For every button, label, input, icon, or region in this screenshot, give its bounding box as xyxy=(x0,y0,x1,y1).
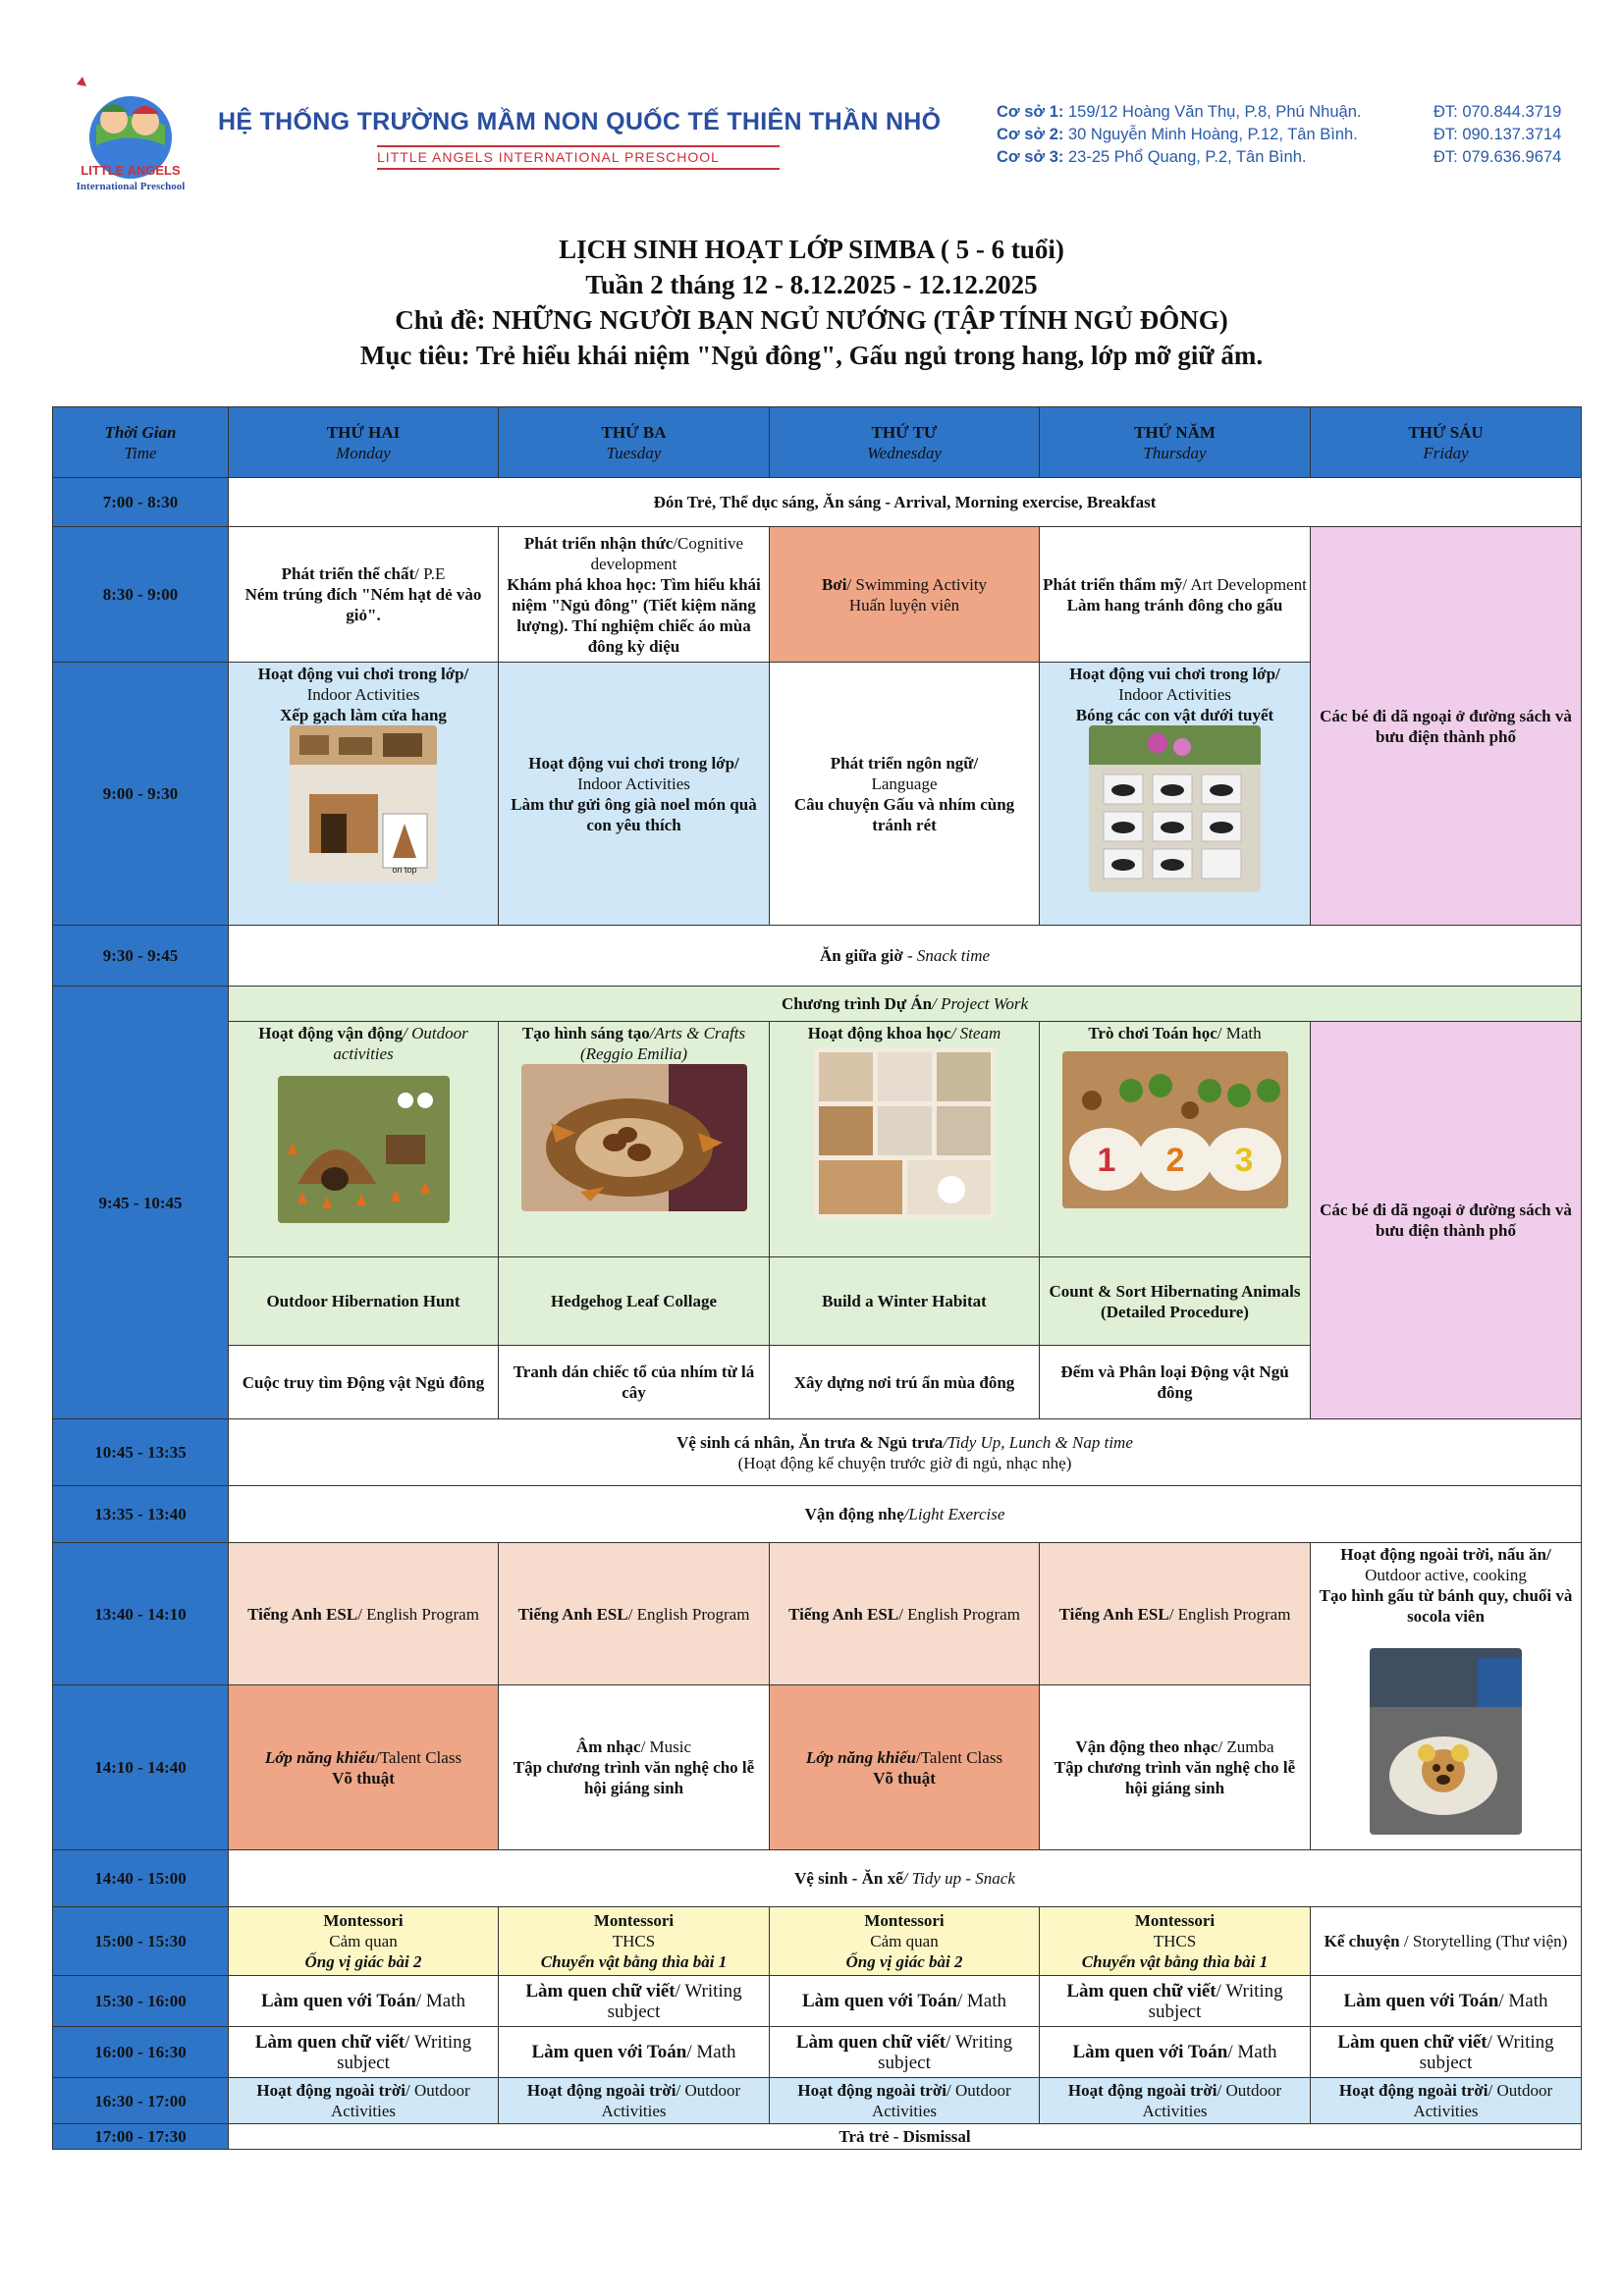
activity-cell: Làm quen với Toán/ Math xyxy=(1311,1976,1582,2027)
activity-cell: Làm quen với Toán/ Math xyxy=(1040,2027,1311,2078)
branch-row: Cơ sở 2: 30 Nguyễn Minh Hoàng, P.12, Tân Bình. ĐT: 090.137.3714 xyxy=(997,126,1562,143)
activity-cell: Âm nhạc/ Music Tập chương trình văn nghệ cho lễ hội giáng sinh xyxy=(499,1685,770,1850)
activity-cell: Hedgehog Leaf Collage xyxy=(499,1257,770,1346)
col-head-thursday: THỨ NĂM Thursday xyxy=(1040,407,1311,478)
brand-divider xyxy=(377,168,780,170)
activity-cell: Vệ sinh - Ăn xế/ Tidy up - Snack xyxy=(229,1850,1582,1907)
svg-text:on top: on top xyxy=(392,865,417,875)
activity-cell: Count & Sort Hibernating Animals (Detailed Procedure) xyxy=(1040,1257,1311,1346)
activity-cell: Tiếng Anh ESL/ English Program xyxy=(1040,1543,1311,1685)
activity-cell: Làm quen chữ viết/ Writing subject xyxy=(229,2027,499,2078)
activity-cell: Làm quen chữ viết/ Writing subject xyxy=(499,1976,770,2027)
activity-cell: Lớp năng khiếu/Talent Class Võ thuật xyxy=(229,1685,499,1850)
table-row xyxy=(53,2124,1582,2150)
title-line: Mục tiêu: Trẻ hiểu khái niệm "Ngủ đông", Gấu ngủ trong hang, lớp mỡ giữ ấm. xyxy=(359,341,1264,370)
brand-subtitle: LITTLE ANGELS INTERNATIONAL PRESCHOOL xyxy=(377,149,720,165)
activity-cell: Hoạt động vui chơi trong lớp/ Indoor Activities Xếp gạch làm cửa hang on top xyxy=(229,663,499,926)
table-row xyxy=(53,987,1582,1022)
activity-cell: Hoạt động ngoài trời/ Outdoor Activities xyxy=(1311,2078,1582,2124)
branch-row: Cơ sở 3: 23-25 Phổ Quang, P.2, Tân Bình. ĐT: 079.636.9674 xyxy=(997,148,1562,166)
friday-field-trip-cell: Các bé đi dã ngoại ở đường sách và bưu điện thành phố xyxy=(1311,1022,1582,1419)
activity-cell: Tranh dán chiếc tổ của nhím từ lá cây xyxy=(499,1346,770,1419)
activity-cell: Hoạt động vận động/ Outdoor activities xyxy=(229,1022,499,1257)
activity-cell: Vận động theo nhạc/ Zumba Tập chương trình văn nghệ cho lễ hội giáng sinh xyxy=(1040,1685,1311,1850)
svg-text:2: 2 xyxy=(1165,1142,1184,1179)
winter-habitat-photo xyxy=(814,1047,996,1219)
activity-cell: Tiếng Anh ESL/ English Program xyxy=(770,1543,1040,1685)
table-row xyxy=(53,1850,1582,1907)
activity-cell: Tiếng Anh ESL/ English Program xyxy=(229,1543,499,1685)
activity-cell: Lớp năng khiếu/Talent Class Võ thuật xyxy=(770,1685,1040,1850)
activity-cell: Đón Trẻ, Thể dục sáng, Ăn sáng - Arrival, Morning exercise, Breakfast xyxy=(229,478,1582,527)
activity-cell: Hoạt động ngoài trời/ Outdoor Activities xyxy=(1040,2078,1311,2124)
activity-cell: Montessori THCS Chuyển vật bằng thìa bài 1 xyxy=(1040,1907,1311,1976)
activity-cell: Làm quen chữ viết/ Writing subject xyxy=(1040,1976,1311,2027)
time-cell: 8:30 - 9:00 xyxy=(53,527,229,663)
table-row xyxy=(53,1486,1582,1543)
title-line: Tuần 2 tháng 12 - 8.12.2025 - 12.12.2025 xyxy=(585,270,1038,299)
table-row xyxy=(53,1543,1582,1685)
activity-cell: Làm quen với Toán/ Math xyxy=(770,1976,1040,2027)
col-head-tuesday: THỨ BA Tuesday xyxy=(499,407,770,478)
time-cell: 17:00 - 17:30 xyxy=(53,2124,229,2150)
col-head-monday: THỨ HAI Monday xyxy=(229,407,499,478)
activity-cell: Hoạt động ngoài trời, nấu ăn/ Outdoor active, cooking Tạo hình gấu từ bánh quy, chuối và socola viên xyxy=(1311,1543,1582,1850)
activity-cell: Ăn giữa giờ - Snack time xyxy=(229,926,1582,987)
brand-divider xyxy=(377,145,780,147)
table-row xyxy=(53,478,1582,527)
page-header xyxy=(0,0,1623,196)
svg-text:1: 1 xyxy=(1097,1142,1115,1179)
activity-cell: Hoạt động ngoài trời/ Outdoor Activities xyxy=(770,2078,1040,2124)
col-head-wednesday: THỨ TƯ Wednesday xyxy=(770,407,1040,478)
activity-cell: Phát triển ngôn ngữ/ Language Câu chuyện Gấu và nhím cùng tránh rét xyxy=(770,663,1040,926)
table-row xyxy=(53,527,1582,663)
brick-cave-photo xyxy=(290,725,437,882)
schedule-titles xyxy=(0,232,1623,373)
activity-cell: Tạo hình sáng tạo/Arts & Crafts (Reggio Emilia) xyxy=(499,1022,770,1257)
activity-cell: Đếm và Phân loại Động vật Ngủ đông xyxy=(1040,1346,1311,1419)
time-cell: 15:30 - 16:00 xyxy=(53,1976,229,2027)
time-cell: 9:00 - 9:30 xyxy=(53,663,229,926)
time-cell: 7:00 - 8:30 xyxy=(53,478,229,527)
time-cell: 13:35 - 13:40 xyxy=(53,1486,229,1543)
activity-cell: Bơi/ Swimming Activity Huấn luyện viên xyxy=(770,527,1040,663)
time-cell: 9:45 - 10:45 xyxy=(53,987,229,1419)
time-cell: 9:30 - 9:45 xyxy=(53,926,229,987)
activity-cell: Montessori THCS Chuyển vật bằng thìa bài 1 xyxy=(499,1907,770,1976)
time-cell: 14:40 - 15:00 xyxy=(53,1850,229,1907)
time-cell: 13:40 - 14:10 xyxy=(53,1543,229,1685)
svg-text:3: 3 xyxy=(1234,1142,1253,1179)
hibernation-hunt-photo xyxy=(278,1076,450,1223)
title-line: LỊCH SINH HOẠT LỚP SIMBA ( 5 - 6 tuổi) xyxy=(559,235,1064,264)
table-row xyxy=(53,926,1582,987)
time-cell: 16:30 - 17:00 xyxy=(53,2078,229,2124)
time-cell: 10:45 - 13:35 xyxy=(53,1419,229,1486)
branch-row: Cơ sở 1: 159/12 Hoàng Văn Thụ, P.8, Phú Nhuận. ĐT: 070.844.3719 xyxy=(997,103,1562,121)
activity-cell: Hoạt động ngoài trời/ Outdoor Activities xyxy=(499,2078,770,2124)
activity-cell: Làm quen với Toán/ Math xyxy=(499,2027,770,2078)
table-row xyxy=(53,1976,1582,2027)
table-row xyxy=(53,1419,1582,1486)
col-head-time: Thời Gian Time xyxy=(53,407,229,478)
activity-cell: Hoạt động khoa học/ Steam xyxy=(770,1022,1040,1257)
activity-cell: Hoạt động ngoài trời/ Outdoor Activities xyxy=(229,2078,499,2124)
school-logo xyxy=(57,77,204,194)
table-row xyxy=(53,2078,1582,2124)
activity-cell: Xây dựng nơi trú ẩn mùa đông xyxy=(770,1346,1040,1419)
project-work-banner: Chương trình Dự Án/ Project Work xyxy=(229,987,1582,1022)
activity-cell: Làm quen với Toán/ Math xyxy=(229,1976,499,2027)
animal-shadows-photo xyxy=(1089,725,1261,892)
activity-cell: Phát triển nhận thức/Cognitive development Khám phá khoa học: Tìm hiểu khái niệm "Ngủ đông" (Tiết kiệm năng lượng). Thí nghiệm chiếc áo mùa đông kỳ diệu xyxy=(499,527,770,663)
math-counting-photo xyxy=(1062,1051,1288,1208)
activity-cell: Trò chơi Toán học/ Math 1 2 3 xyxy=(1040,1022,1311,1257)
activity-cell: Kể chuyện / Storytelling (Thư viện) xyxy=(1311,1907,1582,1976)
activity-cell: Vận động nhẹ/Light Exercise xyxy=(229,1486,1582,1543)
schedule-table xyxy=(52,406,1582,2150)
time-cell: 15:00 - 15:30 xyxy=(53,1907,229,1976)
time-cell: 16:00 - 16:30 xyxy=(53,2027,229,2078)
cooking-bear-photo xyxy=(1370,1648,1522,1835)
col-head-friday: THỨ SÁU Friday xyxy=(1311,407,1582,478)
branch-list xyxy=(997,101,1561,169)
svg-text:International Preschool: International Preschool xyxy=(76,181,186,192)
title-line: Chủ đề: NHỮNG NGƯỜI BẠN NGỦ NƯỚNG (TẬP TÍNH NGỦ ĐÔNG) xyxy=(395,305,1228,335)
activity-cell: Montessori Cảm quan Ống vị giác bài 2 xyxy=(770,1907,1040,1976)
activity-cell: Hoạt động vui chơi trong lớp/ Indoor Activities Làm thư gửi ông già noel món quà con yêu thích xyxy=(499,663,770,926)
activity-cell: Tiếng Anh ESL/ English Program xyxy=(499,1543,770,1685)
activity-cell: Trả trẻ - Dismissal xyxy=(229,2124,1582,2150)
activity-cell: Phát triển thẩm mỹ/ Art Development Làm hang tránh đông cho gấu xyxy=(1040,527,1311,663)
activity-cell: Outdoor Hibernation Hunt xyxy=(229,1257,499,1346)
friday-field-trip-cell: Các bé đi dã ngoại ở đường sách và bưu điện thành phố xyxy=(1311,527,1582,926)
activity-cell: Montessori Cảm quan Ống vị giác bài 2 xyxy=(229,1907,499,1976)
activity-cell: Làm quen chữ viết/ Writing subject xyxy=(770,2027,1040,2078)
table-row xyxy=(53,2027,1582,2078)
activity-cell: Vệ sinh cá nhân, Ăn trưa & Ngủ trưa/Tidy Up, Lunch & Nap time (Hoạt động kể chuyện trước giờ đi ngủ, nhạc nhẹ) xyxy=(229,1419,1582,1486)
activity-cell: Làm quen chữ viết/ Writing subject xyxy=(1311,2027,1582,2078)
activity-cell: Cuộc truy tìm Động vật Ngủ đông xyxy=(229,1346,499,1419)
leaf-collage-photo xyxy=(521,1064,747,1211)
activity-cell: Hoạt động vui chơi trong lớp/ Indoor Activities Bóng các con vật dưới tuyết xyxy=(1040,663,1311,926)
table-row xyxy=(53,1907,1582,1976)
time-cell: 14:10 - 14:40 xyxy=(53,1685,229,1850)
svg-text:LITTLE ANGELS: LITTLE ANGELS xyxy=(81,163,181,178)
brand-title: HỆ THỐNG TRƯỜNG MẦM NON QUỐC TẾ THIÊN THẦN NHỎ xyxy=(218,108,942,135)
activity-cell: Build a Winter Habitat xyxy=(770,1257,1040,1346)
header-row xyxy=(53,407,1582,478)
table-row xyxy=(53,1022,1582,1257)
activity-cell: Phát triển thể chất/ P.E Ném trúng đích "Ném hạt dẻ vào giỏ". xyxy=(229,527,499,663)
